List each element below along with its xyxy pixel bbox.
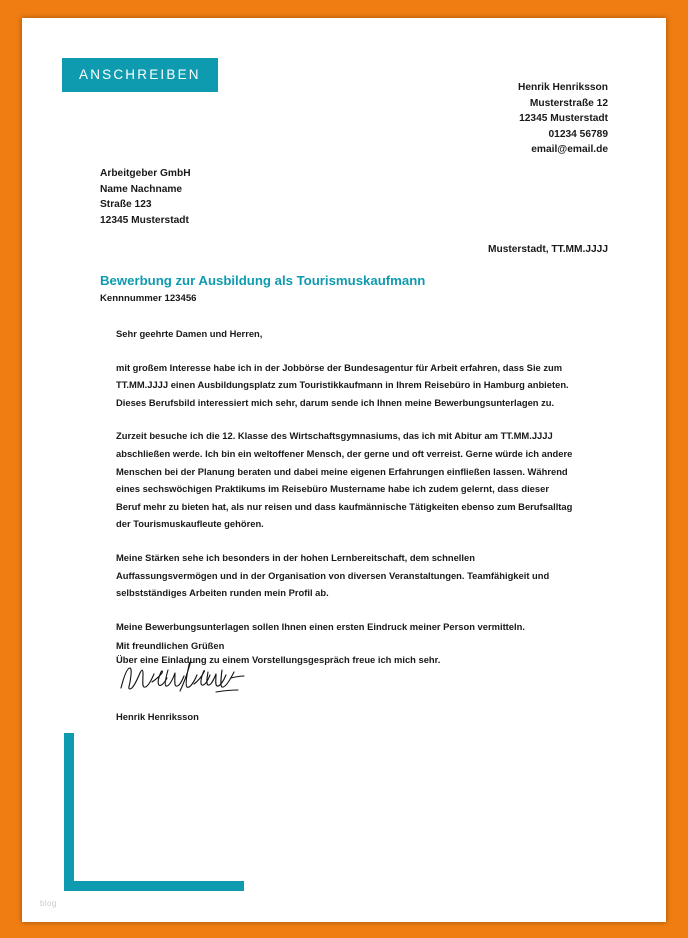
watermark-label: blog	[40, 899, 57, 908]
document-sheet-shadow	[22, 18, 666, 922]
letter-body	[116, 325, 576, 685]
sender-line: email@email.de	[531, 144, 608, 155]
sender-line: 12345 Musterstadt	[519, 113, 608, 124]
letter-closing: Mit freundlichen Grüßen	[116, 640, 225, 651]
recipient-line: Straße 123	[100, 199, 152, 210]
letter-paragraph: Meine Stärken sehe ich besonders in der hohen Lernbereitschaft, dem schnellen Auffassungsvermögen und in der Organisation von diversen Veranstaltungen. Teamfähigkeit und selbstständiges Arbeiten runden mein Profil ab.	[116, 551, 550, 599]
sender-line: Henrik Henriksson	[517, 82, 608, 93]
signature-image	[118, 658, 248, 700]
recipient-line: 12345 Musterstadt	[100, 214, 189, 226]
recipient-line: Name Nachname	[100, 183, 183, 195]
recipient-address-block	[100, 166, 191, 228]
decorative-corner-horizontal	[64, 881, 244, 891]
letter-paragraph: Meine Bewerbungsunterlagen sollen Ihnen einen ersten Eindruck meiner Person vermitteln.	[116, 620, 525, 632]
sender-line: 01234 56789	[548, 128, 608, 140]
sender-line: Musterstraße 12	[529, 97, 608, 109]
document-type-badge: ANSCHREIBEN	[62, 58, 218, 92]
sender-address-block	[518, 80, 608, 158]
letter-paragraph: Über eine Einladung zu einem Vorstellungsgespräch freue ich mich sehr.	[116, 654, 441, 666]
letter-reference-number: Kennnummer 123456	[100, 293, 197, 304]
signer-name: Henrik Henriksson	[116, 711, 199, 722]
decorative-corner-vertical	[64, 733, 74, 891]
letter-subject: Bewerbung zur Ausbildung als Tourismuskaufmann	[100, 273, 426, 288]
letter-paragraph: Zurzeit besuche ich die 12. Klasse des Wirtschaftsgymnasiums, das ich mit Abitur am TT.MM.JJJJ abschließen werde. Ich bin ein weltoffener Mensch, der gerne und oft verreist. Gerne würde ich andere Menschen bei der Planung beraten und dabei meine eigenen Erfahrungen einfließen lassen. Während eines sechswöchigen Praktikums im Reisebüro Mustername habe ich zudem gelernt, dass dieser Beruf mehr zu bieten hat, als nur reisen und dass kaufmännische Tätigkeiten ebenso zum Berufsalltag der Tourismuskaufleute gehören.	[116, 430, 573, 530]
recipient-line: Arbeitgeber GmbH	[100, 168, 191, 179]
letter-paragraph: mit großem Interesse habe ich in der Jobbörse der Bundesagentur für Arbeit erfahren, dass Sie zum TT.MM.JJJJ einen Ausbildungsplatz zum Touristikkaufmann in Ihrem Reisebüro in Hamburg anbieten. Dieses Berufsbild interessiert mich sehr, darum sende ich Ihnen meine Bewerbungsunterlagen zu.	[116, 361, 569, 408]
place-and-date: Musterstadt, TT.MM.JJJJ	[487, 244, 608, 255]
letter-salutation: Sehr geehrte Damen und Herren,	[116, 328, 263, 339]
document-sheet	[22, 18, 666, 922]
